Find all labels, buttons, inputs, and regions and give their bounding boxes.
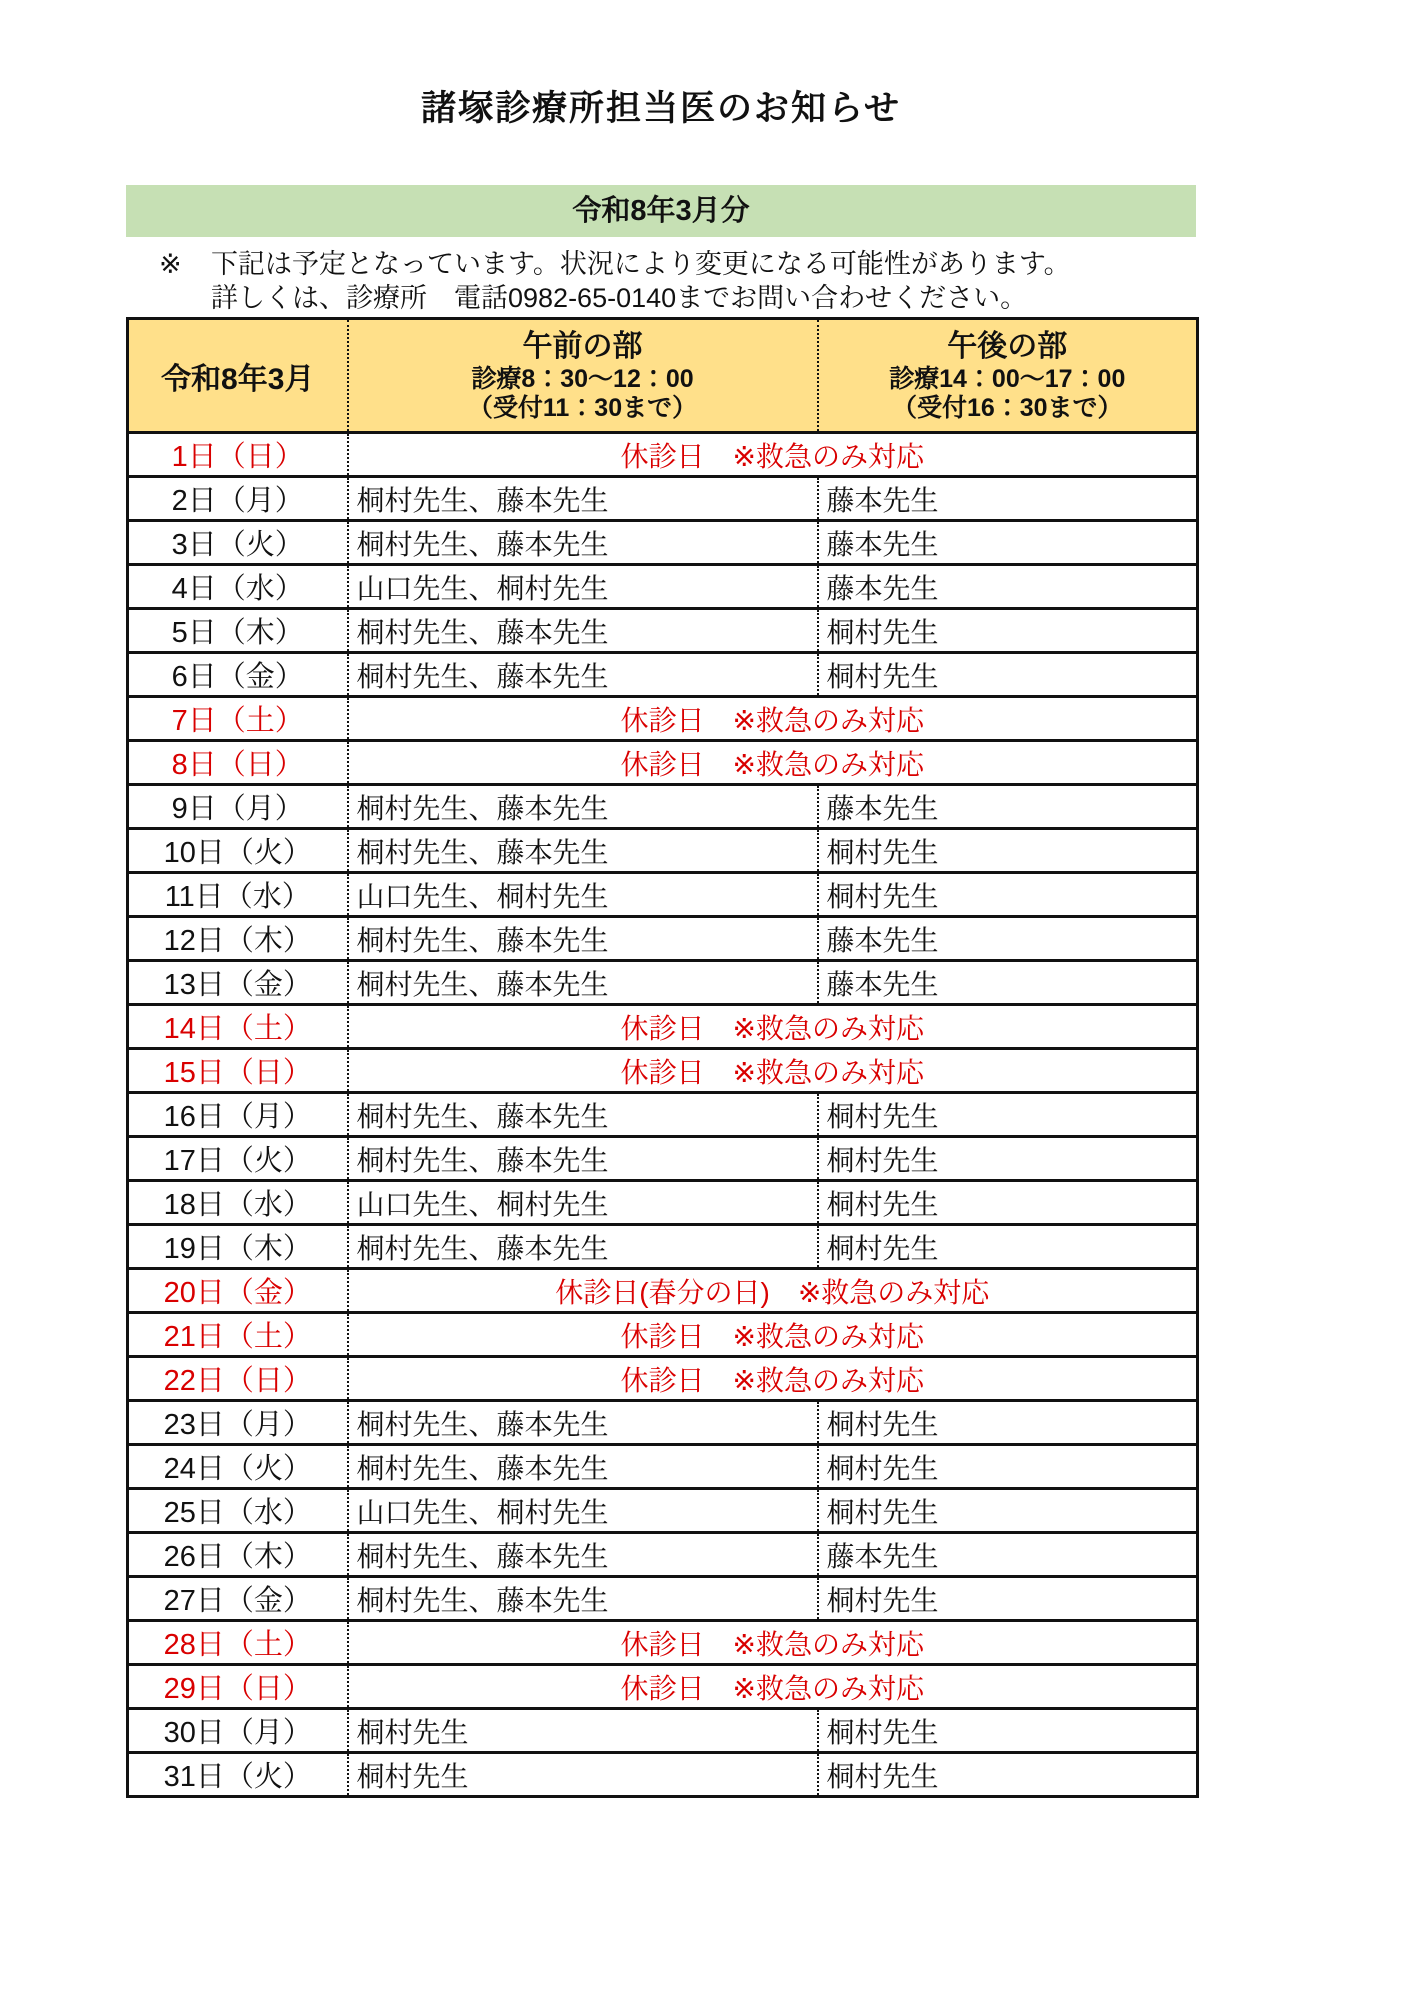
afternoon-cell: 桐村先生 [818, 1445, 1198, 1489]
morning-cell: 桐村先生、藤本先生 [348, 785, 818, 829]
table-row [128, 1621, 1198, 1665]
date-cell: 17日（火） [128, 1137, 348, 1181]
closed-cell: 休診日 ※救急のみ対応 [348, 1049, 1198, 1093]
morning-cell: 桐村先生、藤本先生 [348, 829, 818, 873]
table-row [128, 521, 1198, 565]
date-cell: 10日（火） [128, 829, 348, 873]
table-row [128, 829, 1198, 873]
date-cell: 24日（火） [128, 1445, 348, 1489]
schedule-header [128, 319, 1198, 433]
notes-block [126, 247, 1196, 315]
morning-cell: 桐村先生、藤本先生 [348, 1137, 818, 1181]
afternoon-cell: 桐村先生 [818, 609, 1198, 653]
header-afternoon-cell [818, 319, 1198, 433]
table-row [128, 961, 1198, 1005]
afternoon-cell: 桐村先生 [818, 1489, 1198, 1533]
morning-cell: 桐村先生 [348, 1753, 818, 1797]
schedule-table [126, 317, 1199, 1798]
table-row [128, 1137, 1198, 1181]
table-row [128, 697, 1198, 741]
afternoon-cell: 桐村先生 [818, 1181, 1198, 1225]
table-row [128, 1445, 1198, 1489]
afternoon-part-title: 午後の部 [947, 329, 1068, 363]
afternoon-cell: 桐村先生 [818, 1093, 1198, 1137]
date-cell: 26日（木） [128, 1533, 348, 1577]
morning-cell: 桐村先生、藤本先生 [348, 521, 818, 565]
table-row [128, 741, 1198, 785]
date-cell: 20日（金） [128, 1269, 348, 1313]
date-cell: 2日（月） [128, 477, 348, 521]
morning-cell: 桐村先生、藤本先生 [348, 961, 818, 1005]
date-cell: 29日（日） [128, 1665, 348, 1709]
table-row [128, 1401, 1198, 1445]
table-row [128, 917, 1198, 961]
date-cell: 7日（土） [128, 697, 348, 741]
closed-cell: 休診日 ※救急のみ対応 [348, 697, 1198, 741]
closed-cell: 休診日(春分の日) ※救急のみ対応 [348, 1269, 1198, 1313]
reference-mark: ※ [159, 249, 182, 279]
morning-hours: 診療8：30～12：00 [471, 364, 694, 393]
header-row [128, 319, 1198, 433]
closed-cell: 休診日 ※救急のみ対応 [348, 1357, 1198, 1401]
table-row [128, 1577, 1198, 1621]
afternoon-cell: 桐村先生 [818, 1401, 1198, 1445]
afternoon-cell: 桐村先生 [818, 653, 1198, 697]
table-row [128, 1181, 1198, 1225]
morning-cell: 桐村先生、藤本先生 [348, 1445, 818, 1489]
date-cell: 23日（月） [128, 1401, 348, 1445]
morning-part-title: 午前の部 [522, 329, 643, 363]
morning-reception: （受付11：30まで） [467, 393, 698, 422]
afternoon-hours: 診療14：00～17：00 [889, 364, 1126, 393]
table-row [128, 1313, 1198, 1357]
morning-cell: 桐村先生、藤本先生 [348, 1577, 818, 1621]
date-cell: 12日（木） [128, 917, 348, 961]
closed-cell: 休診日 ※救急のみ対応 [348, 1665, 1198, 1709]
note-line-1 [126, 247, 1196, 281]
morning-cell: 桐村先生、藤本先生 [348, 1225, 818, 1269]
afternoon-reception: （受付16：30まで） [891, 393, 1123, 422]
date-cell: 21日（土） [128, 1313, 348, 1357]
schedule-rows [128, 433, 1198, 1797]
date-cell: 9日（月） [128, 785, 348, 829]
page-title: 諸塚診療所担当医のお知らせ [421, 89, 901, 128]
date-cell: 30日（月） [128, 1709, 348, 1753]
table-row [128, 1665, 1198, 1709]
date-cell: 3日（火） [128, 521, 348, 565]
morning-cell: 桐村先生、藤本先生 [348, 653, 818, 697]
afternoon-cell: 桐村先生 [818, 1577, 1198, 1621]
morning-cell: 桐村先生、藤本先生 [348, 1533, 818, 1577]
afternoon-cell: 桐村先生 [818, 1137, 1198, 1181]
note-line-1-text: 下記は予定となっています。状況により変更になる可能性があります。 [211, 249, 1071, 279]
morning-cell: 山口先生、桐村先生 [348, 1181, 818, 1225]
table-row [128, 1005, 1198, 1049]
closed-cell: 休診日 ※救急のみ対応 [348, 1621, 1198, 1665]
afternoon-cell: 桐村先生 [818, 1709, 1198, 1753]
morning-cell: 桐村先生、藤本先生 [348, 477, 818, 521]
date-cell: 22日（日） [128, 1357, 348, 1401]
afternoon-cell: 桐村先生 [818, 1225, 1198, 1269]
date-cell: 13日（金） [128, 961, 348, 1005]
table-row [128, 1489, 1198, 1533]
table-row [128, 1093, 1198, 1137]
table-row [128, 1049, 1198, 1093]
afternoon-cell: 藤本先生 [818, 521, 1198, 565]
table-row [128, 477, 1198, 521]
afternoon-cell: 藤本先生 [818, 1533, 1198, 1577]
date-cell: 1日（日） [128, 433, 348, 477]
afternoon-cell: 藤本先生 [818, 785, 1198, 829]
morning-cell: 山口先生、桐村先生 [348, 873, 818, 917]
date-cell: 27日（金） [128, 1577, 348, 1621]
date-cell: 8日（日） [128, 741, 348, 785]
date-cell: 15日（日） [128, 1049, 348, 1093]
afternoon-cell: 桐村先生 [818, 829, 1198, 873]
morning-cell: 桐村先生、藤本先生 [348, 917, 818, 961]
table-row [128, 653, 1198, 697]
closed-cell: 休診日 ※救急のみ対応 [348, 1313, 1198, 1357]
table-row [128, 1357, 1198, 1401]
afternoon-cell: 桐村先生 [818, 1753, 1198, 1797]
morning-cell: 桐村先生 [348, 1709, 818, 1753]
date-cell: 4日（水） [128, 565, 348, 609]
table-row [128, 1533, 1198, 1577]
closed-cell: 休診日 ※救急のみ対応 [348, 433, 1198, 477]
date-cell: 19日（木） [128, 1225, 348, 1269]
table-row [128, 1709, 1198, 1753]
date-cell: 28日（土） [128, 1621, 348, 1665]
morning-cell: 桐村先生、藤本先生 [348, 1401, 818, 1445]
document-content [126, 0, 1196, 1798]
table-row [128, 1225, 1198, 1269]
month-banner: 令和8年3月分 [126, 185, 1196, 237]
table-row [128, 785, 1198, 829]
date-cell: 11日（水） [128, 873, 348, 917]
closed-cell: 休診日 ※救急のみ対応 [348, 741, 1198, 785]
morning-cell: 桐村先生、藤本先生 [348, 1093, 818, 1137]
note-line-2: 詳しくは、診療所 電話0982-65-0140までお問い合わせください。 [211, 283, 1028, 313]
header-morning-cell [348, 319, 818, 433]
afternoon-cell: 藤本先生 [818, 565, 1198, 609]
table-row [128, 433, 1198, 477]
table-row [128, 1753, 1198, 1797]
morning-cell: 桐村先生、藤本先生 [348, 609, 818, 653]
afternoon-cell: 藤本先生 [818, 477, 1198, 521]
closed-cell: 休診日 ※救急のみ対応 [348, 1005, 1198, 1049]
date-cell: 16日（月） [128, 1093, 348, 1137]
date-cell: 18日（水） [128, 1181, 348, 1225]
header-month-cell: 令和8年3月 [128, 319, 348, 433]
afternoon-cell: 桐村先生 [818, 873, 1198, 917]
date-cell: 14日（土） [128, 1005, 348, 1049]
morning-cell: 山口先生、桐村先生 [348, 1489, 818, 1533]
afternoon-cell: 藤本先生 [818, 961, 1198, 1005]
afternoon-cell: 藤本先生 [818, 917, 1198, 961]
morning-cell: 山口先生、桐村先生 [348, 565, 818, 609]
table-row [128, 565, 1198, 609]
date-cell: 31日（火） [128, 1753, 348, 1797]
date-cell: 5日（木） [128, 609, 348, 653]
date-cell: 6日（金） [128, 653, 348, 697]
date-cell: 25日（水） [128, 1489, 348, 1533]
table-row [128, 873, 1198, 917]
table-row [128, 1269, 1198, 1313]
table-row [128, 609, 1198, 653]
